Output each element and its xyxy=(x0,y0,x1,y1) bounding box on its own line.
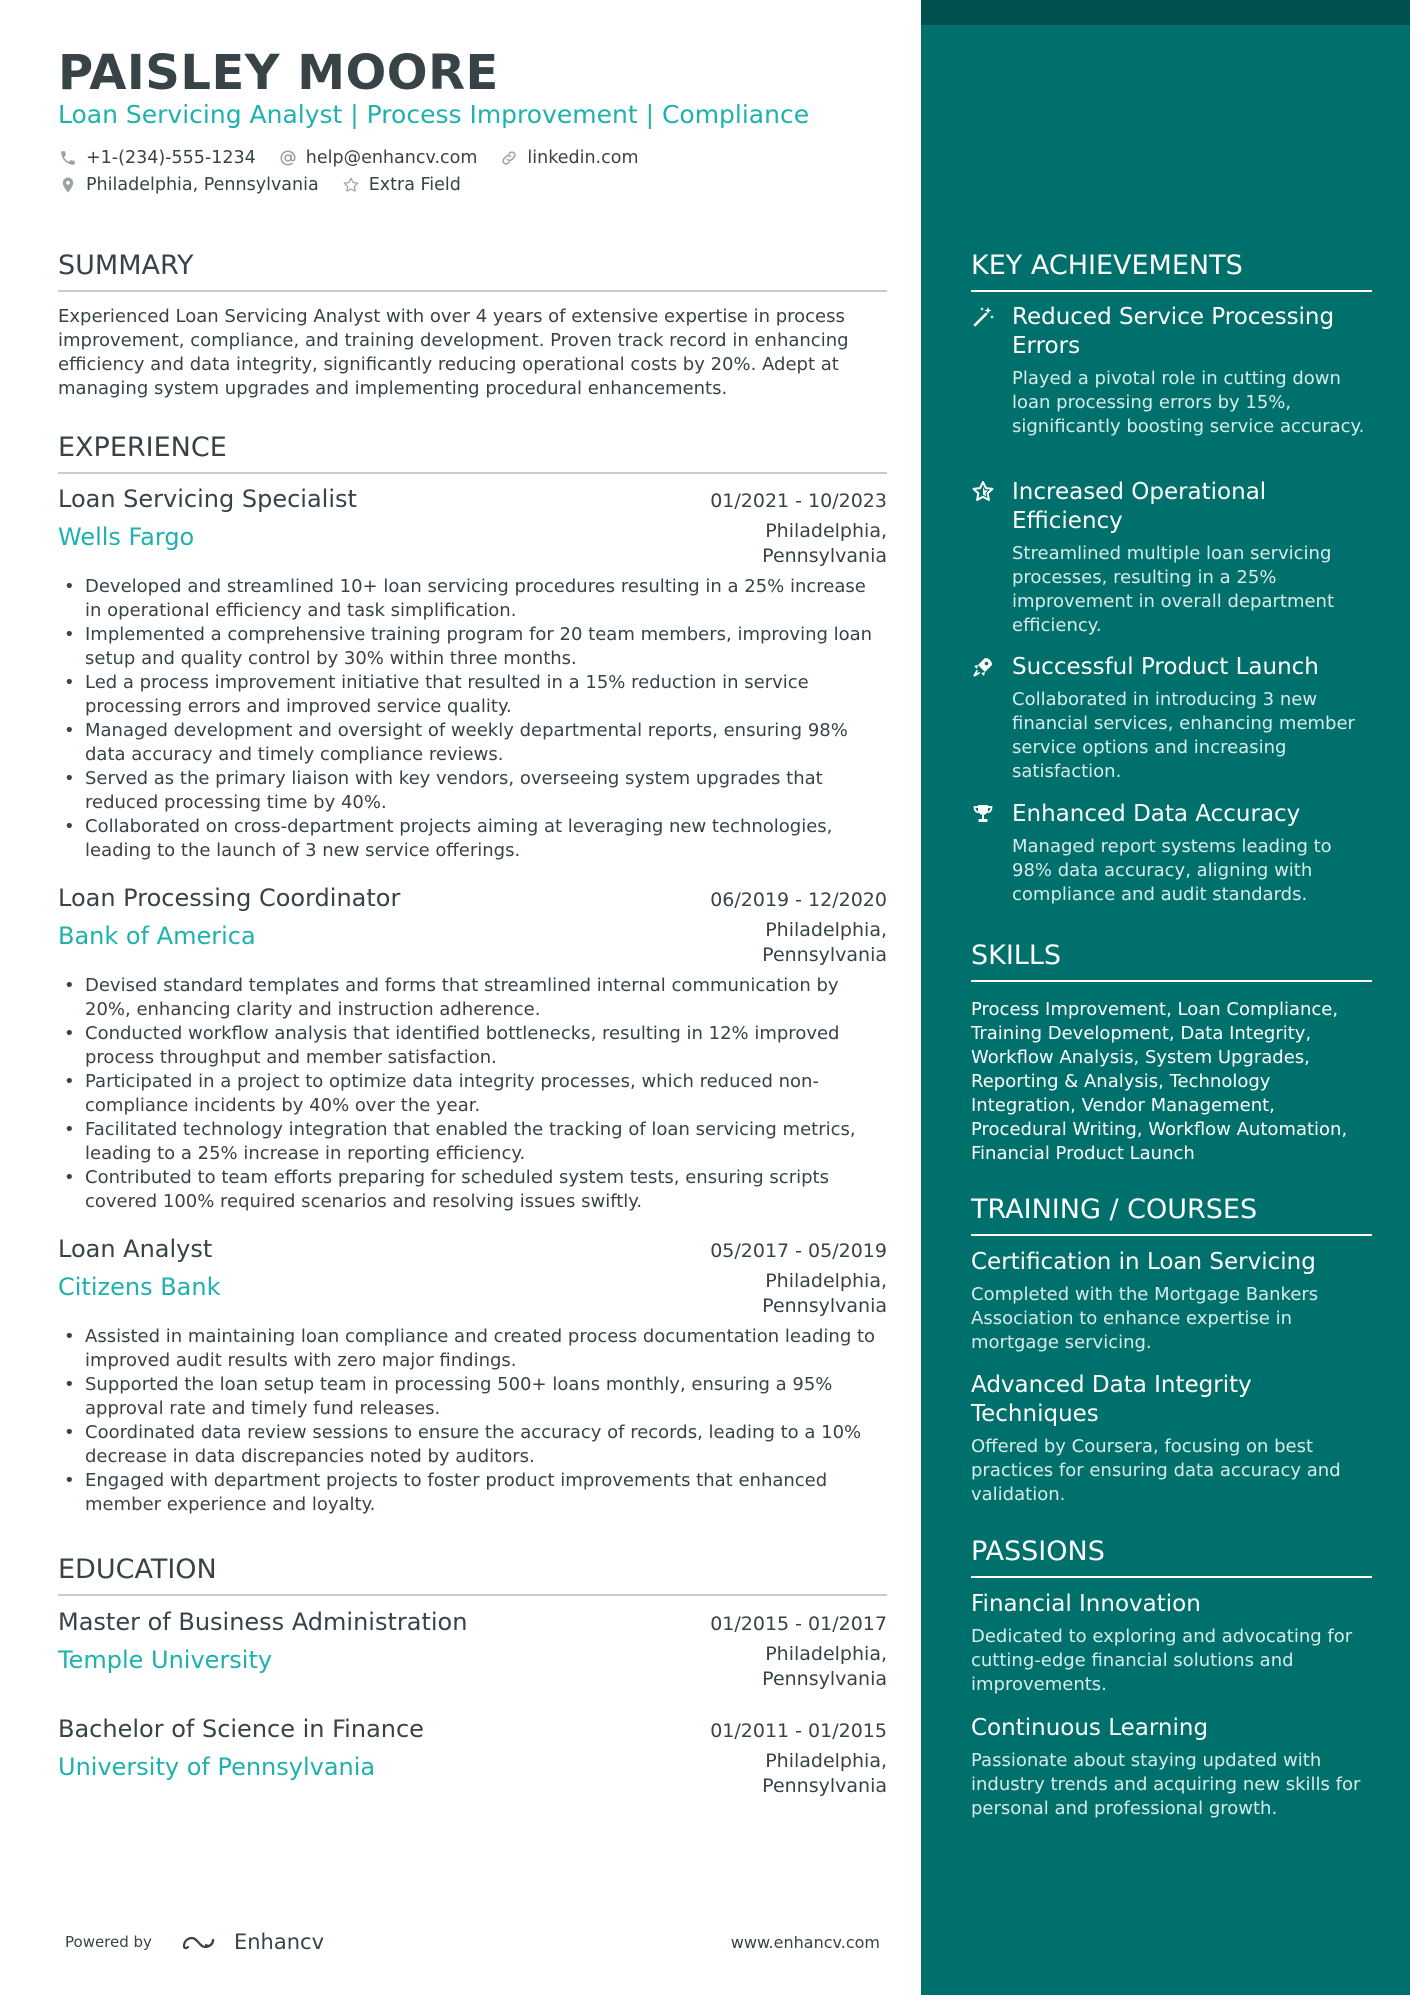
list-item: • Served as the primary liaison with key vendors, overseeing system upgrades that reduced processing time by 40%. xyxy=(58,767,887,815)
achievement-title: Successful Product Launch xyxy=(1012,654,1319,680)
skills-heading: SKILLS xyxy=(971,940,1372,982)
star-outline-icon xyxy=(341,175,361,195)
degree: Bachelor of Science in Finance xyxy=(58,1715,424,1743)
school: Temple University xyxy=(58,1646,273,1674)
training-heading: TRAINING / COURSES xyxy=(971,1194,1372,1236)
passion-desc: Dedicated to exploring and advocating for cutting-edge financial solutions and improvements. xyxy=(971,1626,1353,1695)
job-location: Philadelphia, Pennsylvania xyxy=(762,1270,887,1317)
job-title: Loan Servicing Specialist xyxy=(58,485,357,513)
job-title: Loan Analyst xyxy=(58,1235,213,1263)
enhancv-logo-icon xyxy=(180,1930,228,1954)
sidebar-top-bar xyxy=(921,0,1410,25)
linkedin-link[interactable]: linkedin.com xyxy=(527,148,639,168)
enhancv-brand-text: Enhancv xyxy=(233,1930,324,1954)
achievement-title: Reduced Service Processing Errors xyxy=(1012,304,1335,359)
achievement-desc: Managed report systems leading to 98% data accuracy, aligning with compliance and audit standards. xyxy=(1012,836,1332,905)
footer xyxy=(65,1930,880,1954)
summary-text: Experienced Loan Servicing Analyst with over 4 years of extensive expertise in process improvement, compliance, and training development. Proven track record in enhancing efficiency and data integrity, significantly reducing operational costs by 20%. Adept at managing system upgrades and implementing procedural enhancements. xyxy=(58,306,849,399)
list-item: • Contributed to team efforts preparing for scheduled system tests, ensuring scripts covered 100% required scenarios and resolving issues swiftly. xyxy=(58,1166,887,1214)
list-item: • Collaborated on cross-department projects aiming at leveraging new technologies, leading to the launch of 3 new service offerings. xyxy=(58,815,887,863)
job-1 xyxy=(58,485,887,863)
passion-item-1 xyxy=(971,1590,1372,1697)
headline: Loan Servicing Analyst | Process Improvement | Compliance xyxy=(58,100,810,129)
rocket-icon xyxy=(971,655,997,681)
list-item: • Engaged with department projects to foster product improvements that enhanced member experience and loyalty. xyxy=(58,1469,887,1517)
education-date: 01/2015 - 01/2017 xyxy=(710,1613,887,1635)
email-link[interactable]: help@enhancv.com xyxy=(305,148,478,168)
list-item: • Devised standard templates and forms that streamlined internal communication by 20%, enhancing clarity and instruction adherence. xyxy=(58,974,887,1022)
training-title: Certification in Loan Servicing xyxy=(971,1249,1316,1275)
list-item: • Conducted workflow analysis that identified bottlenecks, resulting in 12% improved process throughput and member satisfaction. xyxy=(58,1022,887,1070)
degree: Master of Business Administration xyxy=(58,1608,468,1636)
contact-linkedin[interactable] xyxy=(499,148,638,168)
training-desc: Completed with the Mortgage Bankers Association to enhance expertise in mortgage servicing. xyxy=(971,1284,1319,1353)
enhancv-logo[interactable] xyxy=(180,1930,324,1954)
list-item: • Led a process improvement initiative that resulted in a 15% reduction in service processing errors and improved service quality. xyxy=(58,671,887,719)
job-3 xyxy=(58,1235,887,1517)
passion-title: Continuous Learning xyxy=(971,1715,1209,1741)
list-item: • Supported the loan setup team in processing 500+ loans monthly, ensuring a 95% approval rate and timely fund releases. xyxy=(58,1373,887,1421)
experience-heading: EXPERIENCE xyxy=(58,432,887,474)
achievements-heading: KEY ACHIEVEMENTS xyxy=(971,250,1372,292)
job-company: Bank of America xyxy=(58,922,256,950)
extra-field-text: Extra Field xyxy=(368,175,461,195)
list-item: • Coordinated data review sessions to ensure the accuracy of records, leading to a 10% decrease in data discrepancies noted by auditors. xyxy=(58,1421,887,1469)
achievement-4 xyxy=(971,800,1372,907)
footer-url[interactable]: www.enhancv.com xyxy=(730,1932,880,1952)
skills-text: Process Improvement, Loan Compliance, Training Development, Data Integrity, Workflow Analysis, System Upgrades, Reporting & Analysis, Technology Integration, Vendor Management, Procedural Writing, Workflow Automation, Financial Product Launch xyxy=(971,999,1348,1164)
contact-row-1 xyxy=(58,148,661,168)
location-pin-icon xyxy=(58,175,78,195)
list-item: • Assisted in maintaining loan compliance and created process documentation leading to improved audit results with zero major findings. xyxy=(58,1325,887,1373)
magic-wand-icon xyxy=(971,305,997,331)
list-item: • Managed development and oversight of weekly departmental reports, ensuring 98% data accuracy and timely compliance reviews. xyxy=(58,719,887,767)
achievement-1 xyxy=(971,303,1372,439)
passion-item-2 xyxy=(971,1714,1372,1821)
phone-icon xyxy=(58,148,78,168)
contact-email[interactable] xyxy=(278,148,478,168)
summary-heading: SUMMARY xyxy=(58,250,887,292)
achievement-desc: Played a pivotal role in cutting down loan processing errors by 15%, significantly boosting service accuracy. xyxy=(1012,368,1365,437)
job-location: Philadelphia, Pennsylvania xyxy=(762,520,887,567)
job-date: 01/2021 - 10/2023 xyxy=(710,490,887,512)
education-item-2 xyxy=(58,1715,887,1799)
list-item: • Implemented a comprehensive training program for 20 team members, improving loan setup and quality control by 30% within three months. xyxy=(58,623,887,671)
contact-extra xyxy=(341,175,461,195)
list-item: • Developed and streamlined 10+ loan servicing procedures resulting in a 25% increase in operational efficiency and task simplification. xyxy=(58,575,887,623)
at-icon xyxy=(278,148,298,168)
achievement-2 xyxy=(971,478,1372,638)
education-heading: EDUCATION xyxy=(58,1554,887,1596)
job-2 xyxy=(58,884,887,1214)
training-desc: Offered by Coursera, focusing on best practices for ensuring data accuracy and validation. xyxy=(971,1436,1341,1505)
passion-title: Financial Innovation xyxy=(971,1591,1201,1617)
passion-desc: Passionate about staying updated with industry trends and acquiring new skills for personal and professional growth. xyxy=(971,1750,1361,1819)
powered-by-text: Powered by xyxy=(65,1933,152,1951)
phone-text: +1-(234)-555-1234 xyxy=(86,148,256,168)
achievement-desc: Collaborated in introducing 3 new financial services, enhancing member service options and increasing satisfaction. xyxy=(1012,689,1355,782)
trophy-icon xyxy=(971,802,997,828)
sidebar xyxy=(921,0,1410,1995)
achievement-3 xyxy=(971,653,1372,784)
training-item-1 xyxy=(971,1248,1372,1355)
achievement-title: Increased Operational Efficiency xyxy=(1012,479,1267,534)
passions-heading: PASSIONS xyxy=(971,1536,1372,1578)
contact-phone xyxy=(58,148,256,168)
achievement-desc: Streamlined multiple loan servicing processes, resulting in a 25% improvement in overall department efficiency. xyxy=(1012,543,1335,636)
achievement-title: Enhanced Data Accuracy xyxy=(1012,801,1301,827)
job-bullets xyxy=(58,974,887,1214)
job-date: 05/2017 - 05/2019 xyxy=(710,1240,887,1262)
contact-location xyxy=(58,175,319,195)
job-company: Wells Fargo xyxy=(58,523,195,551)
training-title: Advanced Data Integrity Techniques xyxy=(971,1372,1252,1427)
job-company: Citizens Bank xyxy=(58,1273,221,1301)
job-bullets xyxy=(58,1325,887,1517)
job-bullets xyxy=(58,575,887,863)
list-item: • Facilitated technology integration that enabled the tracking of loan servicing metrics, leading to a 25% increase in reporting efficiency. xyxy=(58,1118,887,1166)
education-location: Philadelphia, Pennsylvania xyxy=(762,1643,887,1690)
job-date: 06/2019 - 12/2020 xyxy=(710,889,887,911)
education-date: 01/2011 - 01/2015 xyxy=(710,1720,887,1742)
education-location: Philadelphia, Pennsylvania xyxy=(762,1750,887,1797)
school: University of Pennsylvania xyxy=(58,1753,376,1781)
link-icon xyxy=(499,148,519,168)
job-location: Philadelphia, Pennsylvania xyxy=(762,919,887,966)
education-item-1 xyxy=(58,1608,887,1692)
job-title: Loan Processing Coordinator xyxy=(58,884,401,912)
contact-row-2 xyxy=(58,175,483,195)
list-item: • Participated in a project to optimize data integrity processes, which reduced non-compliance incidents by 40% over the year. xyxy=(58,1070,887,1118)
training-item-2 xyxy=(971,1371,1372,1507)
candidate-name: PAISLEY MOORE xyxy=(58,45,499,101)
location-text: Philadelphia, Pennsylvania xyxy=(86,175,319,195)
star-icon xyxy=(971,480,997,506)
